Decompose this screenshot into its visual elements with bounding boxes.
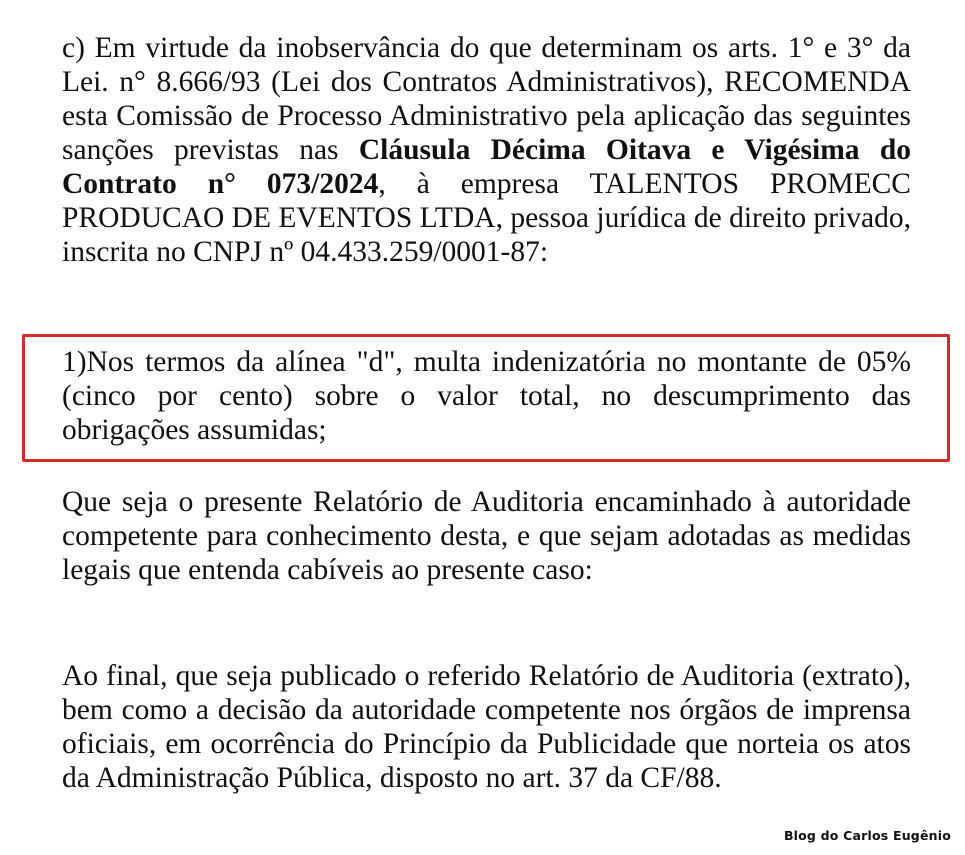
clause-c-paragraph: [62, 31, 911, 269]
final-paragraph: Ao final, que seja publicado o referido Relatório de Auditoria (extrato), bem como a decisão da autoridade competente nos órgãos de imprensa oficiais, em ocorrência do Princípio da Publicidade que norteia os atos da Administração Pública, disposto no art. 37 da CF/88.: [62, 660, 911, 794]
recommendation-paragraph: Que seja o presente Relatório de Auditoria encaminhado à autoridade competente para conhecimento desta, e que sejam adotadas as medidas legais que entenda cabíveis ao presente caso:: [62, 486, 911, 586]
clause-c-text-before: c) Em virtude da inobservância do que determinam os arts. 1° e 3° da Lei. n° 8.666/93 (Lei dos Contratos Administrativos), RECOMENDA esta Comissão de Processo Administrativo pela aplicação das seguintes sanções previstas nas: [62, 32, 911, 166]
highlighted-sanction-item: 1)Nos termos da alínea "d", multa indenizatória no montante de 05% (cinco por cento) sobre o valor total, no descumprimento das obrigações assumidas;: [62, 346, 911, 446]
clause-c-bold-reference: Cláusula Décima Oitava e Vigésima do Contrato n° 073/2024: [62, 134, 911, 200]
watermark-label: Blog do Carlos Eugênio: [783, 828, 951, 843]
clause-c-text-after: , à empresa TALENTOS PROMECC PRODUCAO DE EVENTOS LTDA, pessoa jurídica de direito privado, inscrita no CNPJ nº 04.433.259/0001-87:: [62, 168, 911, 268]
